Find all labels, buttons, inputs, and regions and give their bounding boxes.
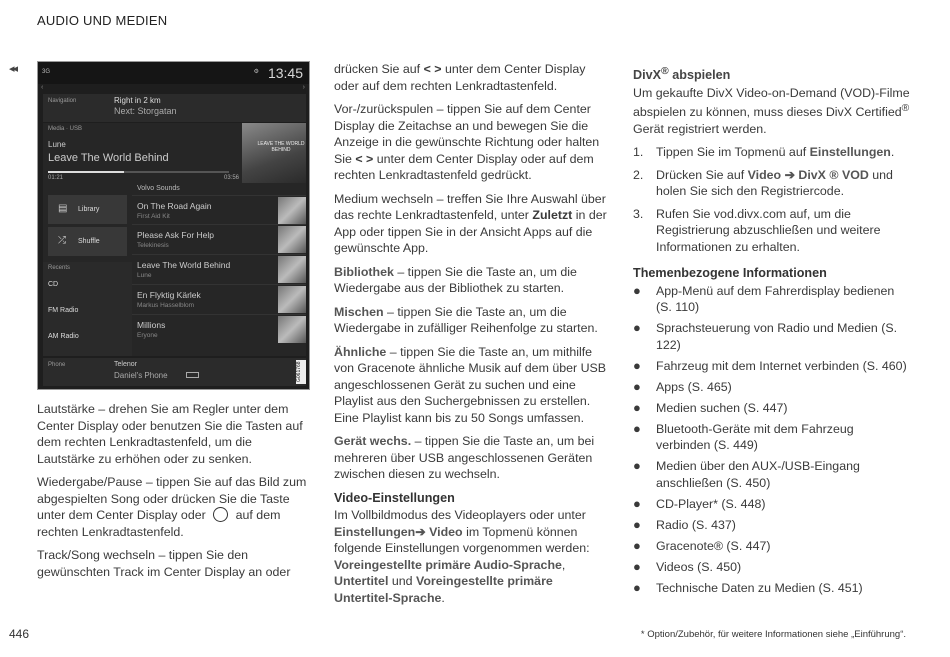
paragraph-device-change: [334, 433, 609, 483]
text: drücken Sie auf: [334, 62, 421, 76]
divx-steps: [633, 144, 911, 255]
media-tile: [43, 123, 306, 356]
track-list-header: Volvo Sounds: [137, 185, 180, 192]
bullet-icon: ●: [633, 378, 641, 394]
phone-device: Daniel's Phone: [114, 371, 168, 380]
text: im Topmenü können folgende Einstellungen vorgenommen werden:: [334, 524, 590, 555]
phone-tile: [43, 358, 306, 386]
paragraph-video-settings: Im Vollbildmodus des Videoplayers oder unter Einstellungen➔ Video im Topmenü können folgende Einstellungen vorgenommen werden: Voreingestellte primäre Audio-Sprache, Untertitel und Voreingestellte primäre Untertitel-Sprache.: [334, 508, 590, 605]
related-link-text: App-Menü auf dem Fahrerdisplay bedienen (S. 110): [656, 283, 895, 315]
related-link-text: Fahrzeug mit dem Internet verbinden (S. 460): [656, 358, 907, 373]
recent-item: AM Radio: [48, 333, 79, 340]
track-row: [132, 224, 306, 253]
bullet-icon: ●: [633, 320, 641, 336]
navigation-instruction: Right in 2 km: [114, 96, 161, 105]
related-link[interactable]: [633, 400, 911, 417]
media-source-label: Media · USB: [48, 126, 83, 132]
arrow-buttons: < >: [355, 151, 374, 166]
track-row: [132, 284, 306, 313]
chevron-right-icon: ›: [302, 84, 305, 91]
bullet-icon: ●: [633, 282, 641, 298]
term-device-change: Gerät wechs.: [334, 434, 412, 448]
step-item: [633, 144, 911, 161]
paragraph-similar: [334, 344, 609, 427]
related-link-text: Technische Daten zu Medien (S. 451): [656, 580, 863, 595]
text: abspielen: [672, 68, 731, 83]
recents-panel: [43, 262, 132, 356]
paragraph-shuffle: [334, 304, 609, 337]
track-artist: Markus Hasselblom: [137, 302, 195, 309]
track-row: [132, 195, 306, 224]
related-link[interactable]: [633, 517, 911, 534]
recents-label: Recents: [48, 265, 71, 271]
heading-related-info: Themenbezogene Informationen: [633, 266, 827, 281]
step-text: Rufen Sie vod.divx.com auf, um die Registrierung abzuschließen und weitere Informationen zu erhalten.: [656, 206, 881, 254]
related-links: [633, 283, 911, 597]
step-text: [656, 144, 894, 161]
paragraph-track-change-cont: [334, 61, 609, 94]
related-link[interactable]: [633, 283, 911, 316]
paragraph-track-change: Track/Song wechseln – tippen Sie den gewünschten Track im Center Display an oder: [37, 548, 291, 579]
term-subtitles: Untertitel: [334, 574, 389, 588]
related-link-text: Apps (S. 465): [656, 379, 732, 394]
paragraph-play-pause: [37, 474, 312, 540]
previous-page-icon[interactable]: ◂◂: [9, 63, 17, 75]
step-item: [633, 206, 911, 256]
term-library: Bibliothek: [334, 264, 394, 279]
text: unter dem Center Display oder auf dem rechten Lenkradtastenfeld gedrückt.: [334, 151, 594, 182]
text: in der App oder tippen Sie in der Ansicht Apps auf die gewünschte App.: [334, 208, 607, 255]
shuffle-icon: ⤮: [58, 235, 66, 246]
chevron-left-icon: ‹: [41, 84, 44, 91]
heading-video-settings: Video-Einstellungen: [334, 490, 455, 505]
phone-label: Phone: [48, 362, 66, 368]
center-display-image: [37, 61, 310, 390]
text: DivX: [633, 68, 661, 83]
text: und holen Sie sich den Registriercode.: [656, 167, 893, 199]
term-video: Video: [429, 524, 463, 539]
text: – tippen Sie die Taste an, um die Wiedergabe aus der Bibliothek zu starten.: [334, 264, 577, 295]
track-artist: Eryone: [137, 332, 158, 339]
shuffle-label: Shuffle: [78, 238, 100, 245]
related-link-text: CD-Player* (S. 448): [656, 496, 766, 511]
library-button: [48, 195, 127, 224]
track-artist: First Aid Kit: [137, 213, 170, 220]
term-zuletzt: Zuletzt: [532, 208, 573, 222]
term: Einstellungen: [809, 145, 891, 160]
step-number: 3.: [633, 206, 644, 221]
track-thumbnail: [278, 286, 306, 313]
track-thumbnail: [278, 226, 306, 253]
related-link-text: Medien suchen (S. 447): [656, 400, 788, 415]
related-link[interactable]: [633, 358, 911, 375]
bullet-icon: ●: [633, 495, 641, 511]
column-2: [334, 61, 609, 613]
term-shuffle: Mischen: [334, 304, 384, 319]
battery-icon: [186, 372, 199, 378]
album-cover-text: LEAVE THE WORLD BEHIND: [257, 141, 305, 153]
related-link[interactable]: [633, 580, 911, 597]
shuffle-button: [48, 227, 127, 256]
track-row: [132, 254, 306, 283]
step-number: 2.: [633, 167, 644, 182]
related-link[interactable]: [633, 538, 911, 555]
step-text: [656, 167, 911, 200]
related-link-text: Videos (S. 450): [656, 559, 742, 574]
phone-carrier: Telenor: [114, 361, 137, 368]
related-link[interactable]: [633, 496, 911, 513]
track-artist: Telekinesis: [137, 242, 169, 249]
text: Medium wechseln – treffen Sie Ihre Auswahl über das rechte Lenkradtastenfeld, unter: [334, 191, 606, 222]
registered-mark: ®: [901, 103, 910, 115]
progress-fill: [48, 171, 124, 173]
track-title: Please Ask For Help: [137, 230, 215, 240]
footnote: * Option/Zubehör, für weitere Informationen siehe „Einführung“.: [640, 629, 906, 640]
paragraph-volume: Lautstärke – drehen Sie am Regler unter dem Center Display oder benutzen Sie die Tasten auf dem rechten Lenkradtastenfeld, um die Lautstärke zu erhöhen oder zu senken.: [37, 402, 303, 466]
page-number: 446: [9, 627, 30, 641]
progress-bar: [48, 171, 229, 173]
bullet-icon: ●: [633, 516, 641, 532]
image-id: G061768: [296, 360, 306, 384]
term-similar: Ähnliche: [334, 344, 387, 359]
related-link[interactable]: [633, 458, 911, 491]
arrow-buttons: < >: [423, 62, 442, 76]
step-number: 1.: [633, 145, 644, 160]
column-3: [633, 63, 911, 601]
time-total: 03:56: [224, 175, 240, 181]
bullet-icon: ●: [633, 357, 641, 373]
now-playing-title: Leave The World Behind: [48, 152, 169, 164]
text: Im Vollbildmodus des Videoplayers oder unter: [334, 508, 586, 522]
navigation-tile: [43, 94, 306, 122]
settings-icon: ⚙: [253, 69, 259, 75]
text: und: [391, 574, 413, 588]
bullet-icon: ●: [633, 420, 641, 436]
paragraph-divx-intro: [633, 85, 911, 138]
heading-divx: [633, 63, 911, 84]
paragraph-seek: [334, 101, 609, 184]
registered-mark: ®: [661, 65, 669, 77]
track-title: En Flyktig Kärlek: [137, 290, 201, 300]
track-title: Leave The World Behind: [137, 260, 231, 270]
recent-item: CD: [48, 281, 59, 288]
bullet-icon: ●: [633, 458, 641, 474]
term-settings: Einstellungen: [334, 524, 416, 539]
text: unter dem Center Display oder auf dem rechten Lenkradtastenfeld.: [334, 62, 586, 93]
text: Gerät registriert werden.: [633, 121, 767, 136]
related-link-text: Sprachsteuerung von Radio und Medien (S. 122): [656, 321, 898, 352]
track-thumbnail: [278, 316, 306, 343]
text: – tippen Sie die Taste an, um die Wiedergabe in zufälliger Reihenfolge zu starten.: [334, 304, 598, 335]
track-title: Millions: [137, 320, 166, 330]
column-1: [37, 401, 312, 587]
track-thumbnail: [278, 256, 306, 283]
term: Video ➔ DivX ® VOD: [747, 167, 869, 182]
step-item: [633, 167, 911, 200]
page-header: AUDIO UND MEDIEN: [37, 13, 168, 28]
bullet-icon: ●: [633, 537, 641, 553]
track-artist: Lune: [137, 272, 152, 279]
knob-icon: [213, 507, 228, 522]
text: Drücken Sie auf: [656, 167, 745, 182]
library-label: Library: [78, 206, 100, 213]
navigation-label: Navigation: [48, 98, 77, 104]
arrow-icon: ➔: [415, 524, 426, 539]
related-link[interactable]: [633, 421, 911, 454]
album-cover: [242, 123, 306, 183]
recent-item: FM Radio: [48, 307, 79, 314]
clock: 13:45: [267, 65, 303, 81]
text: .: [890, 145, 895, 160]
text: – tippen Sie die Taste an, um bei mehreren über USB angeschlossenen Geräten zwischen diesen zu wechseln.: [334, 434, 595, 481]
related-link-text: Gracenote® (S. 447): [656, 538, 771, 553]
related-link-text: Bluetooth-Geräte mit dem Fahrzeug verbinden (S. 449): [656, 421, 854, 453]
bullet-icon: ●: [633, 399, 641, 415]
related-link-text: Medien über den AUX-/USB-Eingang anschließen (S. 450): [656, 459, 860, 490]
play-pause-text: Wiedergabe/Pause – tippen Sie auf das Bild zum abgespielten Song oder drücken Sie die Taste unter dem Center Display oder: [37, 475, 307, 522]
text: Tippen Sie im Topmenü auf: [656, 145, 807, 160]
library-icon: ▤: [58, 203, 68, 214]
play-pause-text-end: auf dem rechten Lenkradtastenfeld.: [37, 508, 281, 539]
track-row: [132, 314, 306, 343]
track-thumbnail: [278, 197, 306, 224]
text: Vor-/zurückspulen – tippen Sie auf dem Center Display die Zeitachse an und bewegen Sie die Anzeige in die gewünschte Richtung oder halten Sie: [334, 102, 600, 166]
track-title: On The Road Again: [137, 201, 212, 211]
related-link-text: Radio (S. 437): [656, 517, 736, 532]
bullet-icon: ●: [633, 558, 641, 574]
screen-arrows: [38, 84, 309, 94]
text: – tippen Sie die Taste an, um mithilfe von Gracenote ähnliche Musik auf dem über USB angeschlossenen Gerät zu suchen und eine Playlist aus den Suchergebnissen zu erstellen. Eine Playlist kann bis zu 50 Songs umfassen.: [334, 344, 607, 425]
paragraph-media-change: [334, 191, 609, 257]
navigation-next-street: Next: Storgatan: [114, 106, 177, 116]
term-audio-language: Voreingestellte primäre Audio-Sprache: [334, 557, 562, 572]
related-link[interactable]: [633, 559, 911, 576]
time-elapsed: 01:21: [48, 175, 64, 181]
status-bar: [38, 62, 309, 84]
paragraph-library: [334, 264, 609, 297]
text: Um gekaufte DivX Video-on-Demand (VOD)-Filme abspielen zu können, muss dieses DivX Certified: [633, 85, 910, 120]
related-link[interactable]: [633, 320, 911, 353]
bullet-icon: ●: [633, 579, 641, 595]
related-link[interactable]: [633, 379, 911, 396]
signal-icon: 3G: [42, 69, 51, 75]
now-playing-artist: Lune: [48, 140, 66, 149]
term-subtitle-language: Voreingestellte primäre Untertitel-Sprache: [334, 574, 553, 605]
